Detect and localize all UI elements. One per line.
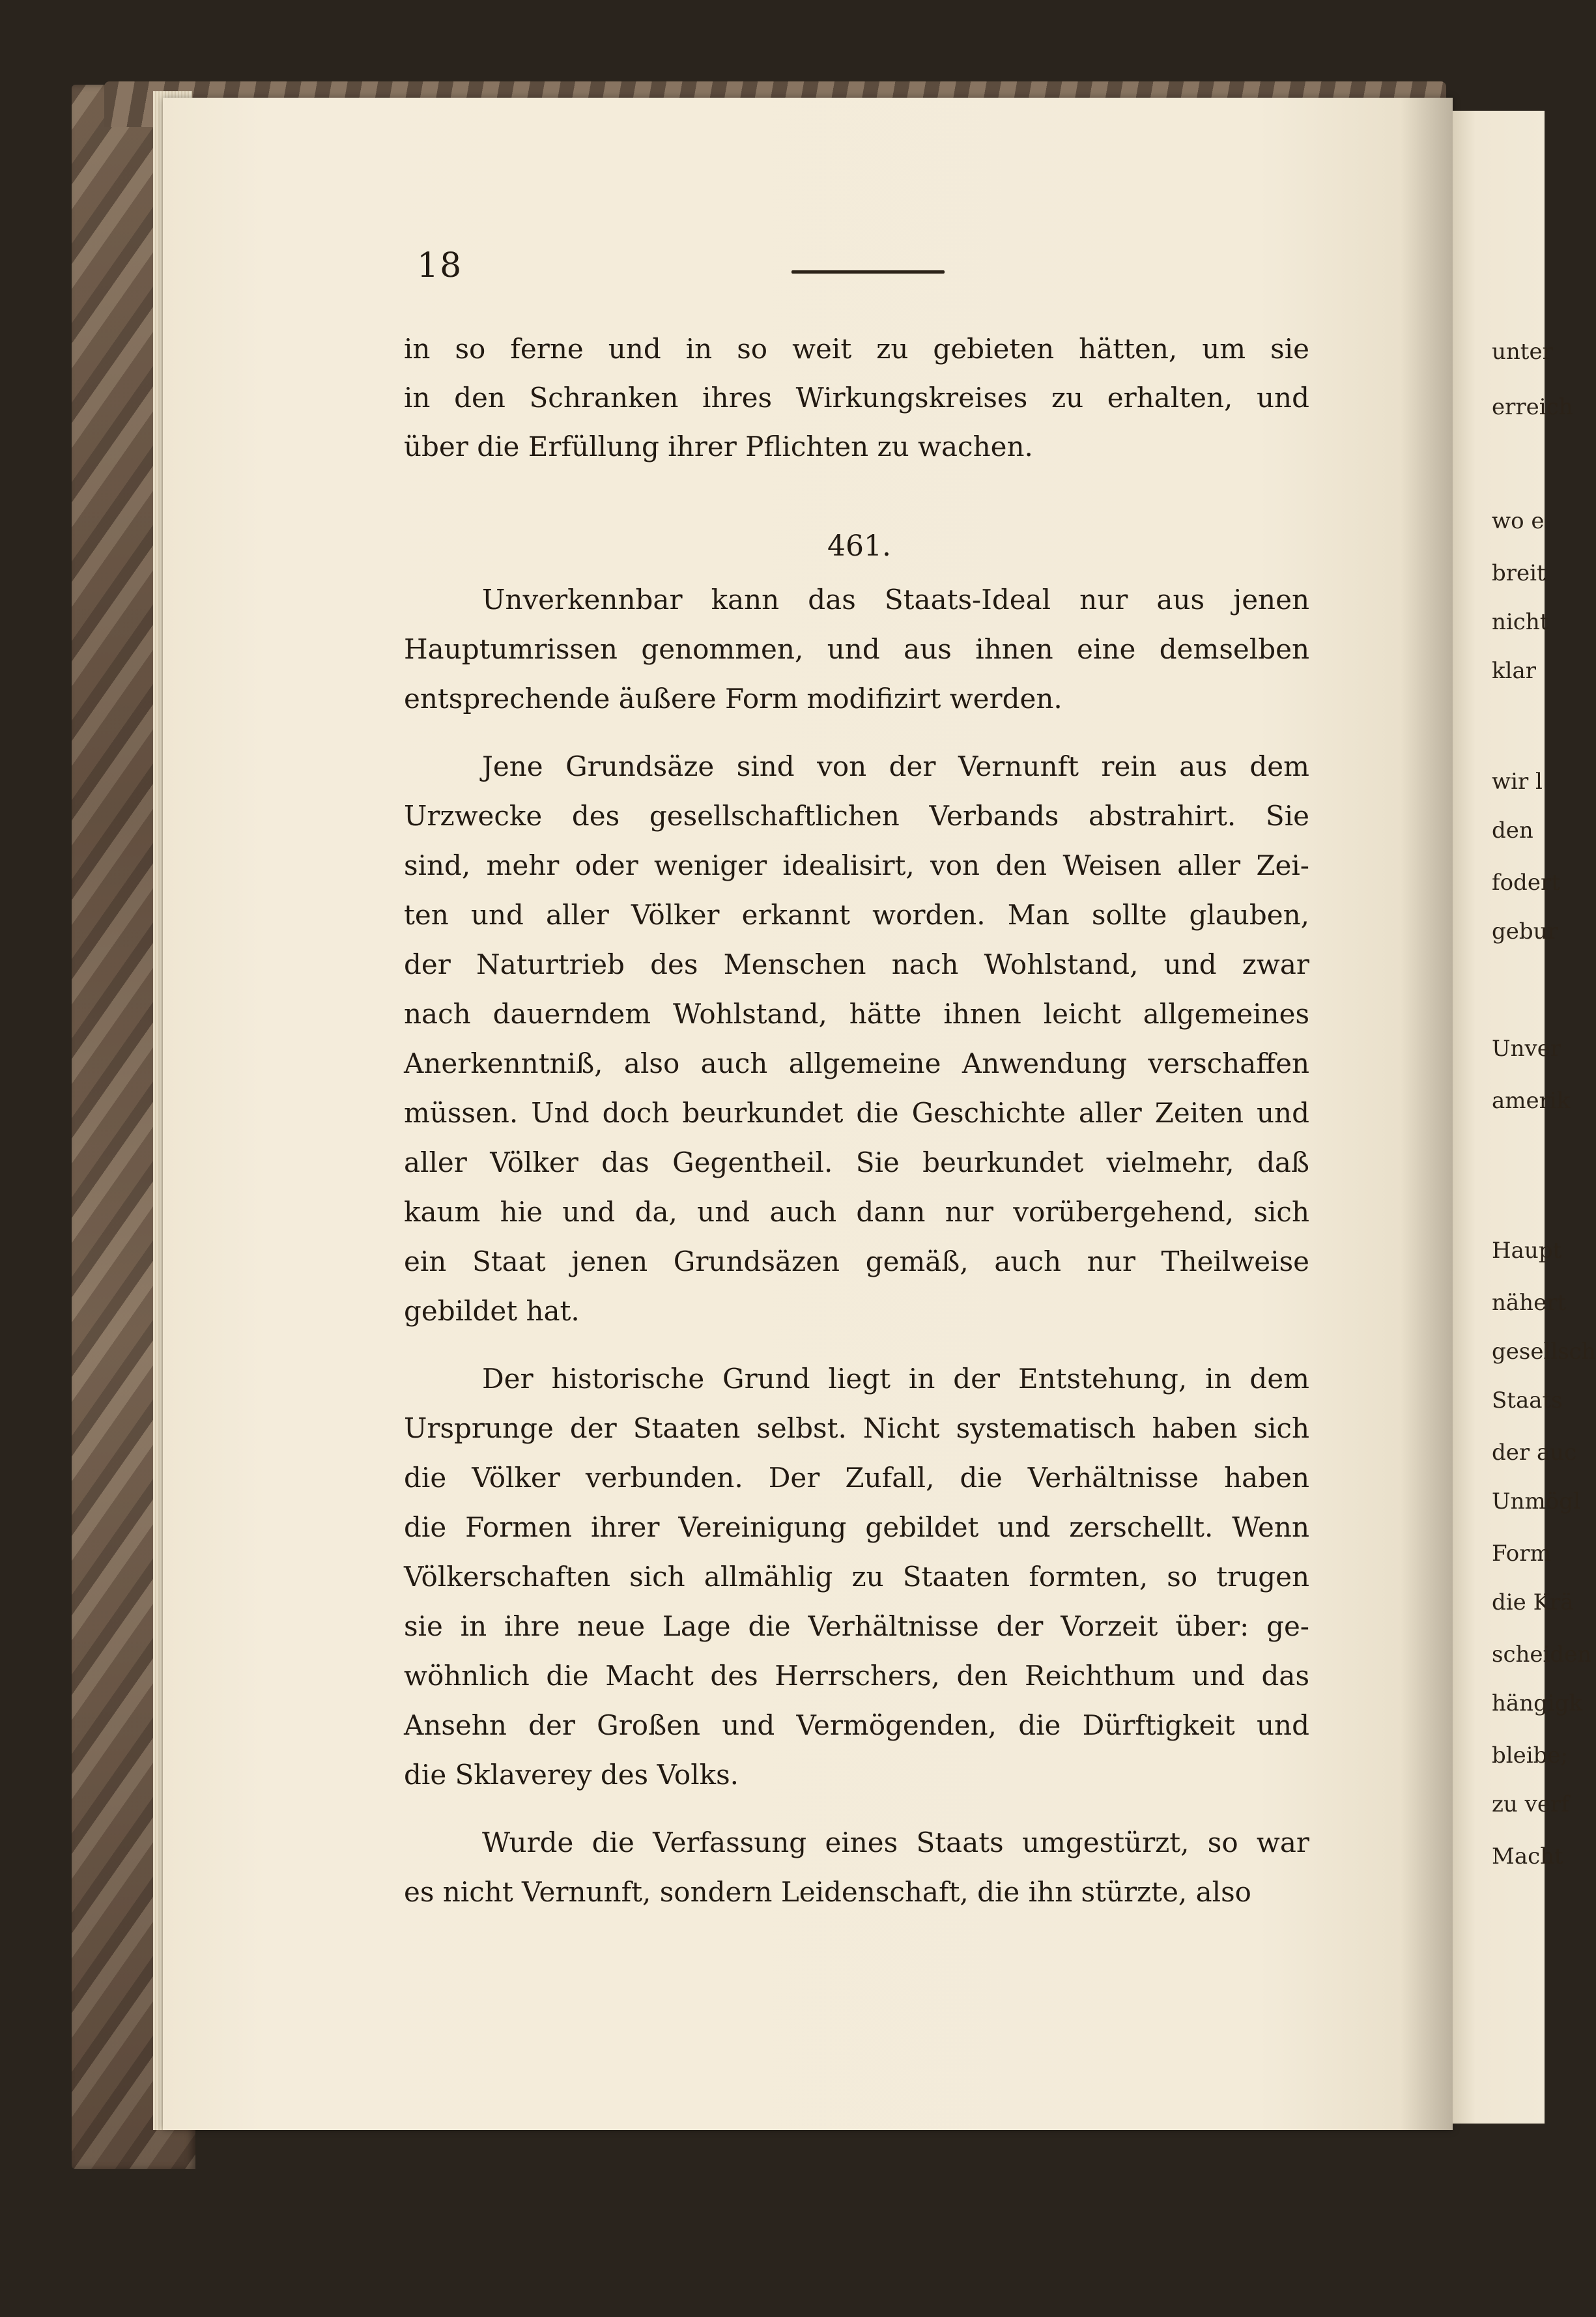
facing-page-fragment: Staats (1492, 1387, 1563, 1414)
text-line: Unverkennbar kann das Staats-Ideal nur aus jenen (482, 584, 1309, 616)
facing-page-fragment: breit (1492, 560, 1546, 586)
text-line: Jene Grundsäze sind von der Vernunft rein aus dem (482, 750, 1309, 782)
text-line: ten und aller Völker erkannt worden. Man sollte glauben, (404, 899, 1309, 931)
facing-page-fragment: den (1492, 817, 1533, 844)
facing-page-fragment: fodert (1492, 870, 1560, 896)
text-line: in so ferne und in so weit zu gebieten hätten, um sie (404, 333, 1309, 365)
text-line: die Formen ihrer Vereinigung gebildet und zerschellt. Wenn (404, 1511, 1309, 1543)
text-line: in den Schranken ihres Wirkungskreises zu erhalten, und (404, 382, 1309, 414)
facing-page-fragment: gesellsch (1492, 1339, 1596, 1365)
facing-page-fragment: Unver (1492, 1036, 1561, 1062)
facing-page-fragment: Form (1492, 1541, 1551, 1567)
facing-page-fragment: zu verf (1492, 1791, 1569, 1817)
text-line: Anerkenntniß, also auch allgemeine Anwendung verschaffen (404, 1047, 1309, 1079)
text-line: gebildet hat. (404, 1295, 580, 1327)
facing-page-fragment: erreich (1492, 394, 1573, 420)
facing-page-fragment: amerik (1492, 1088, 1571, 1114)
facing-page-fragment: gebur (1492, 918, 1558, 945)
facing-page-fragment: hängigk (1492, 1690, 1583, 1716)
text-line: sie in ihre neue Lage die Verhältnisse der Vorzeit über: ge- (404, 1610, 1309, 1642)
page-number: 18 (417, 246, 463, 285)
facing-page-fragment: bleibe; (1492, 1742, 1568, 1769)
text-line: Urzwecke des gesellschaftlichen Verbands abstrahirt. Sie (404, 800, 1309, 832)
facing-page-fragment: klar (1492, 658, 1536, 684)
facing-page-fragment: nähert (1492, 1290, 1567, 1316)
text-line: die Sklaverey des Volks. (404, 1759, 739, 1791)
text-line: kaum hie und da, und auch dann nur vorübergehend, sich (404, 1196, 1309, 1228)
facing-page-fragment: Haupt (1492, 1238, 1562, 1264)
text-line: die Völker verbunden. Der Zufall, die Verhältnisse haben (404, 1462, 1309, 1494)
header-rule (791, 270, 945, 274)
facing-page-fragment: unter (1492, 339, 1553, 365)
facing-page-fragment: scheiden (1492, 1642, 1592, 1668)
facing-page-fragment: Macht (1492, 1843, 1563, 1869)
text-line: wöhnlich die Macht des Herrschers, den Reichthum und das (404, 1660, 1309, 1692)
text-line: aller Völker das Gegentheil. Sie beurkundet vielmehr, daß (404, 1146, 1309, 1178)
section-number: 461. (827, 530, 891, 563)
text-line: Hauptumrissen genommen, und aus ihnen eine demselben (404, 633, 1309, 665)
facing-page-fragment: nicht (1492, 609, 1549, 635)
facing-page-fragment: wir l (1492, 769, 1543, 795)
text-line: entsprechende äußere Form modifizirt werden. (404, 683, 1062, 715)
facing-page-fragment: der auc (1492, 1440, 1577, 1466)
facing-page-fragment: wo e (1492, 508, 1545, 534)
text-line: Wurde die Verfassung eines Staats umgestürzt, so war (482, 1827, 1309, 1858)
text-line: nach dauerndem Wohlstand, hätte ihnen leicht allgemeines (404, 998, 1309, 1030)
text-line: sind, mehr oder weniger idealisirt, von den Weisen aller Zei- (404, 849, 1309, 881)
text-line: Völkerschaften sich allmählig zu Staaten formten, so trugen (404, 1561, 1309, 1593)
text-line: Ursprunge der Staaten selbst. Nicht systematisch haben sich (404, 1412, 1309, 1444)
text-line: Der historische Grund liegt in der Entstehung, in dem (482, 1363, 1309, 1395)
facing-page-fragment: die Krä (1492, 1589, 1574, 1615)
text-line: der Naturtrieb des Menschen nach Wohlstand, und zwar (404, 948, 1309, 980)
text-line: Ansehn der Großen und Vermögenden, die Dürftigkeit und (404, 1709, 1309, 1741)
facing-page-fragment: Unmögl (1492, 1488, 1580, 1514)
text-line: es nicht Vernunft, sondern Leidenschaft, die ihn stürzte, also (404, 1876, 1251, 1908)
text-line: ein Staat jenen Grundsäzen gemäß, auch nur Theilweise (404, 1245, 1309, 1277)
gutter-shadow (1401, 98, 1453, 2130)
text-line: über die Erfüllung ihrer Pflichten zu wachen. (404, 431, 1033, 462)
text-line: müssen. Und doch beurkundet die Geschichte aller Zeiten und (404, 1097, 1309, 1129)
